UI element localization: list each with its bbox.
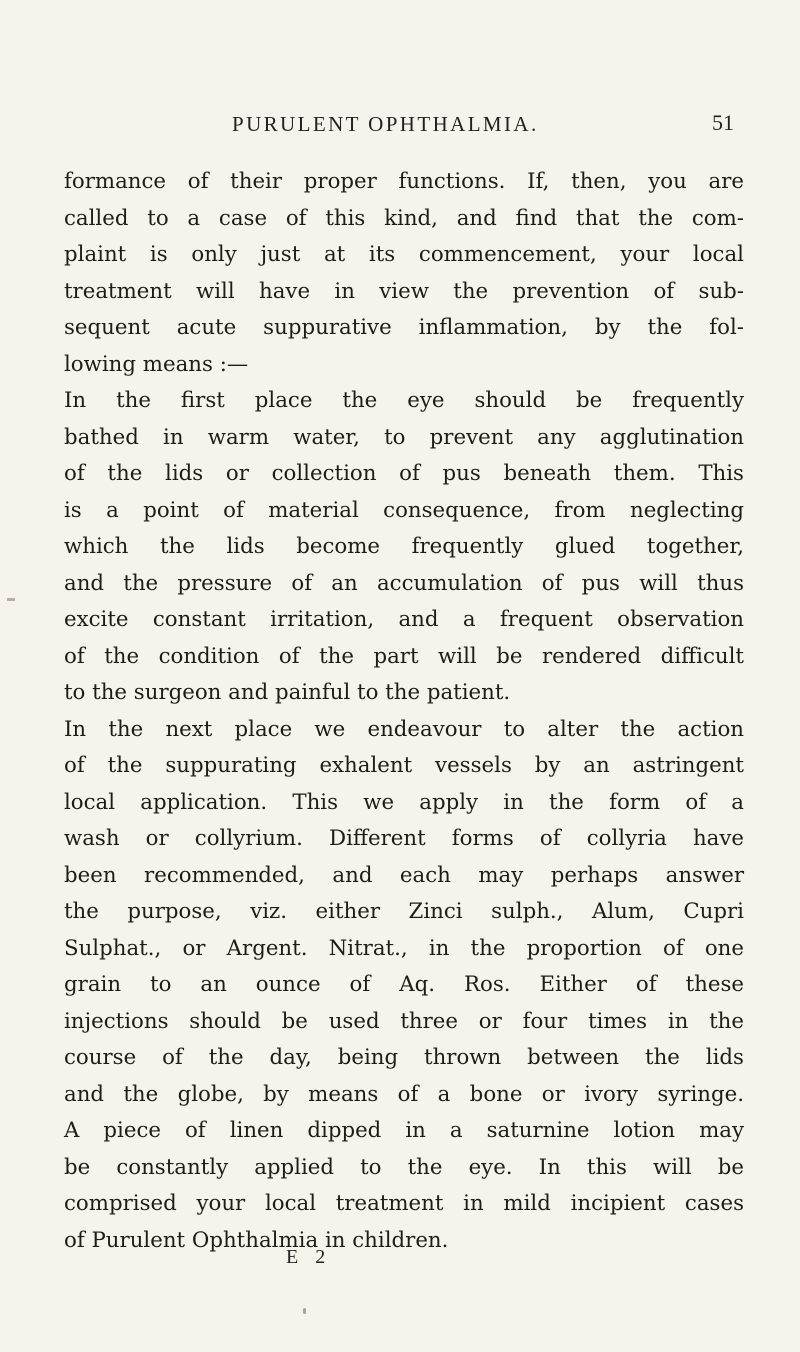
body-text: [64, 164, 744, 1259]
text-line: grain to an ounce of Aq. Ros. Either of these: [64, 972, 744, 997]
text-line: sequent acute suppurative inflammation, by the fol-: [64, 315, 744, 340]
text-line: of the lids or collection of pus beneath them. This: [64, 461, 744, 486]
text-line: excite constant irritation, and a frequent observation: [64, 607, 744, 632]
text-line: Sulphat., or Argent. Nitrat., in the proportion of one: [64, 935, 744, 961]
text-line: A piece of linen dipped in a saturnine lotion may: [64, 1118, 744, 1143]
signature-mark: E 2: [286, 1246, 332, 1268]
page-number: 51: [712, 110, 734, 135]
text-line: been recommended, and each may perhaps answer: [64, 862, 744, 888]
text-line: In the first place the eye should be frequently: [64, 388, 744, 413]
ink-speck: [303, 1308, 306, 1314]
text-line: local application. This we apply in the form of a: [64, 789, 744, 815]
text-line: to the surgeon and painful to the patient.: [64, 680, 511, 705]
text-line: In the next place we endeavour to alter the action: [64, 716, 744, 742]
text-line: of the suppurating exhalent vessels by an astringent: [64, 753, 744, 778]
text-line: and the globe, by means of a bone or ivory syringe.: [64, 1081, 744, 1107]
running-title: PURULENT OPHTHALMIA.: [232, 112, 539, 136]
text-line: which the lids become frequently glued together,: [64, 534, 744, 559]
text-line: formance of their proper functions. If, then, you are: [64, 169, 744, 194]
text-line: injections should be used three or four times in the: [64, 1008, 744, 1034]
text-line: treatment will have in view the prevention of sub-: [64, 278, 744, 304]
text-line: wash or collyrium. Different forms of collyria have: [64, 826, 744, 851]
text-line: bathed in warm water, to prevent any agglutination: [64, 424, 744, 450]
text-line: comprised your local treatment in mild incipient cases: [64, 1191, 744, 1216]
text-line: of the condition of the part will be rendered difficult: [64, 643, 744, 669]
text-line: called to a case of this kind, and find that the com-: [64, 205, 744, 231]
text-line: plaint is only just at its commencement, your local: [64, 242, 744, 267]
text-line: and the pressure of an accumulation of pus will thus: [64, 570, 744, 596]
margin-mark: [7, 598, 15, 601]
text-line: lowing means :—: [64, 351, 249, 377]
text-line: the purpose, viz. either Zinci sulph., Alum, Cupri: [64, 899, 744, 924]
text-line: course of the day, being thrown between the lids: [64, 1045, 744, 1070]
text-line: be constantly applied to the eye. In this will be: [64, 1154, 744, 1180]
text-line: of Purulent Ophthalmia in children.: [64, 1227, 449, 1253]
text-line: is a point of material consequence, from neglecting: [64, 497, 744, 523]
